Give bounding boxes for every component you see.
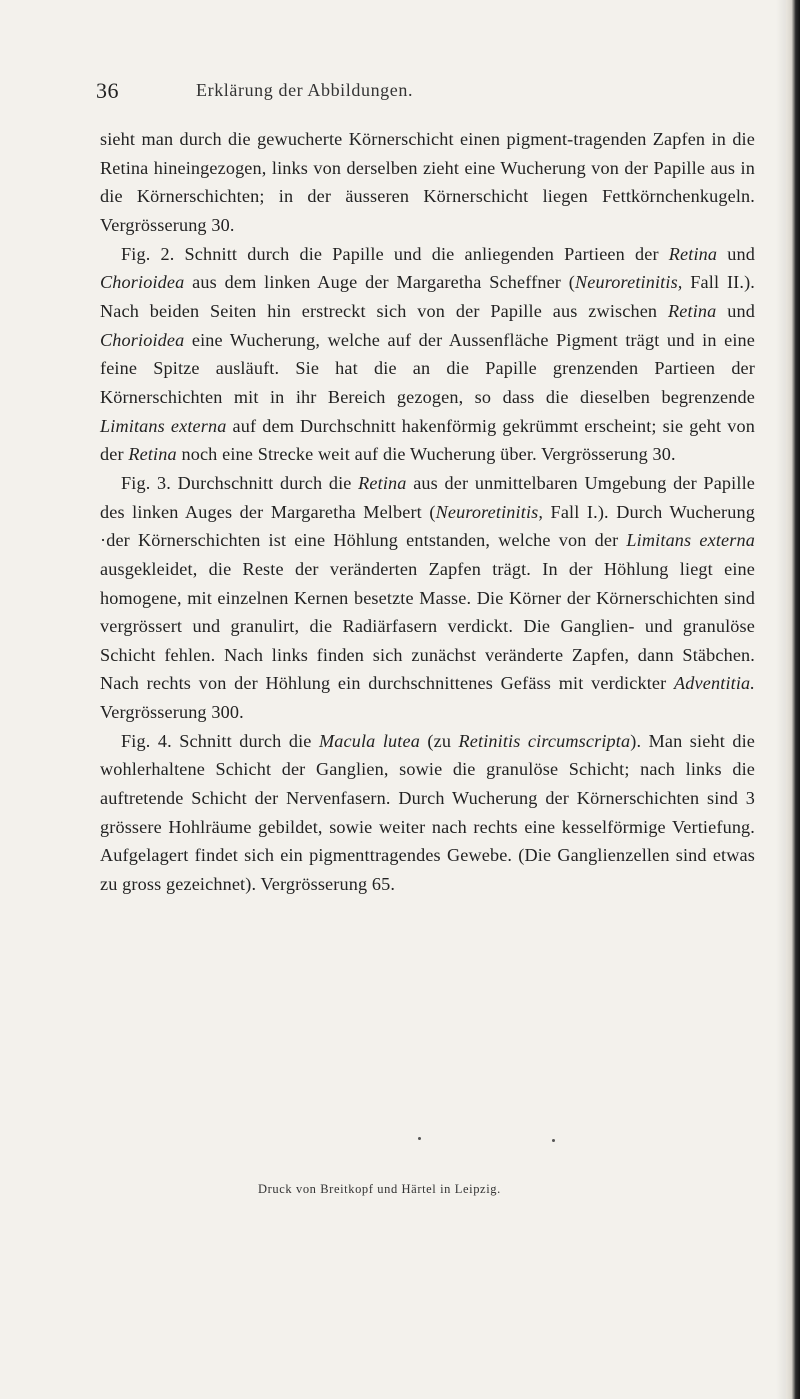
text-run: auf dem Durchschnitt hakenförmig gekrümmt erscheint; sie geht von der [100,415,755,465]
italic-term: Retina [668,243,718,264]
text-run: Fall I.). Durch Wucherung ·der Körnerschichten ist eine Höhlung entstanden, welche von der [100,501,755,551]
text-run: Fall II.). Nach beiden Seiten hin erstreckt sich von der Papille aus zwischen [100,272,755,321]
text-run: ). Man sieht die wohlerhaltene Schicht der Ganglien, sowie die granulöse Schicht; nach links die auftretende Schicht der Nervenfasern. Durch Wucherung der Körnerschichten sind 3 grössere Hohlräume gebildet, sowie weiter nach rechts eine kesselförmige Vertiefung. Aufgelagert findet sich ein pigmenttragendes Gewebe. (Die Ganglienzellen sind etwas zu gross gezeichnet). Vergrösserung 65. [100,730,756,895]
text-run: und [716,300,755,321]
paragraph-fig-2 [100,240,755,469]
paragraph-fig-3 [100,469,755,727]
text-run: Fig. 2. Schnitt durch die Papille und die anliegenden Partieen der [121,243,669,264]
page-number: 36 [96,78,119,103]
italic-term: Retinitis circumscripta [458,730,631,751]
text-run: aus dem linken Auge der Margaretha Scheffner ( [184,272,575,293]
text-run: Vergrösserung 300. [100,702,244,723]
text-run: und [717,243,755,264]
page-edge [786,0,800,1399]
text-run: noch eine Strecke weit auf die Wucherung über. Vergrösserung 30. [176,444,676,465]
italic-term: Neuroretinitis, [435,501,544,522]
paragraph-continuation: sieht man durch die gewucherte Körnerschicht einen pigment-tragenden Zapfen in die Retina hineingezogen, links von derselben zieht eine Wucherung von der Papille aus in die Körnerschichten; in der äusseren Körnerschicht liegen Fettkörnchenkugeln. Vergrösserung 30. [100,129,755,235]
text-run: ausgekleidet, die Reste der veränderten Zapfen trägt. In der Höhlung liegt eine homogene, mit einzelnen Kernen besetzte Masse. Die Körner der Körnerschichten sind vergrössert und granulirt, die Radiärfasern verdickt. Die Ganglien- und granulöse Schicht fehlen. Nach links finden sich zunächst veränderte Zapfen, dann Stäbchen. Nach rechts von der Höhlung ein durchschnittenes Gefäss mit verdickter [100,558,755,694]
text-run: eine Wucherung, welche auf der Aussenfläche Pigment trägt und in eine feine Spitze ausläuft. Sie hat die an die Papille grenzenden Partieen der Körnerschichten mit in ihr Bereich gezogen, so dass die dieselben begrenzende [100,329,755,407]
text-run: (zu [419,730,459,751]
page-header [96,78,756,112]
body-text [100,125,755,899]
italic-term: Limitans externa [100,415,227,436]
italic-term: Macula lutea [318,730,420,751]
text-run: aus der unmittelbaren Umgebung der Papille des linken Auges der Margaretha Melbert ( [100,472,755,522]
printer-imprint: Druck von Breitkopf und Härtel in Leipzig. [258,1182,501,1196]
text-run: Fig. 4. Schnitt durch die [121,730,319,751]
paragraph-fig-4 [100,727,755,899]
italic-term: Chorioidea [100,329,185,350]
running-head: Erklärung der Abbildungen. [196,80,414,100]
text-run: Fig. 3. Durchschnitt durch die [121,472,359,493]
italic-term: Chorioidea [100,272,185,293]
italic-term: Retina [668,300,717,321]
page-edge-shade [776,0,786,1399]
italic-term: Neuroretinitis, [575,272,683,293]
ink-speck [418,1137,421,1140]
ink-speck [552,1139,555,1142]
italic-term: Retina [358,472,407,493]
italic-term: Retina [128,444,177,465]
italic-term: Limitans externa [626,530,755,551]
italic-term: Adventitia. [674,673,755,694]
